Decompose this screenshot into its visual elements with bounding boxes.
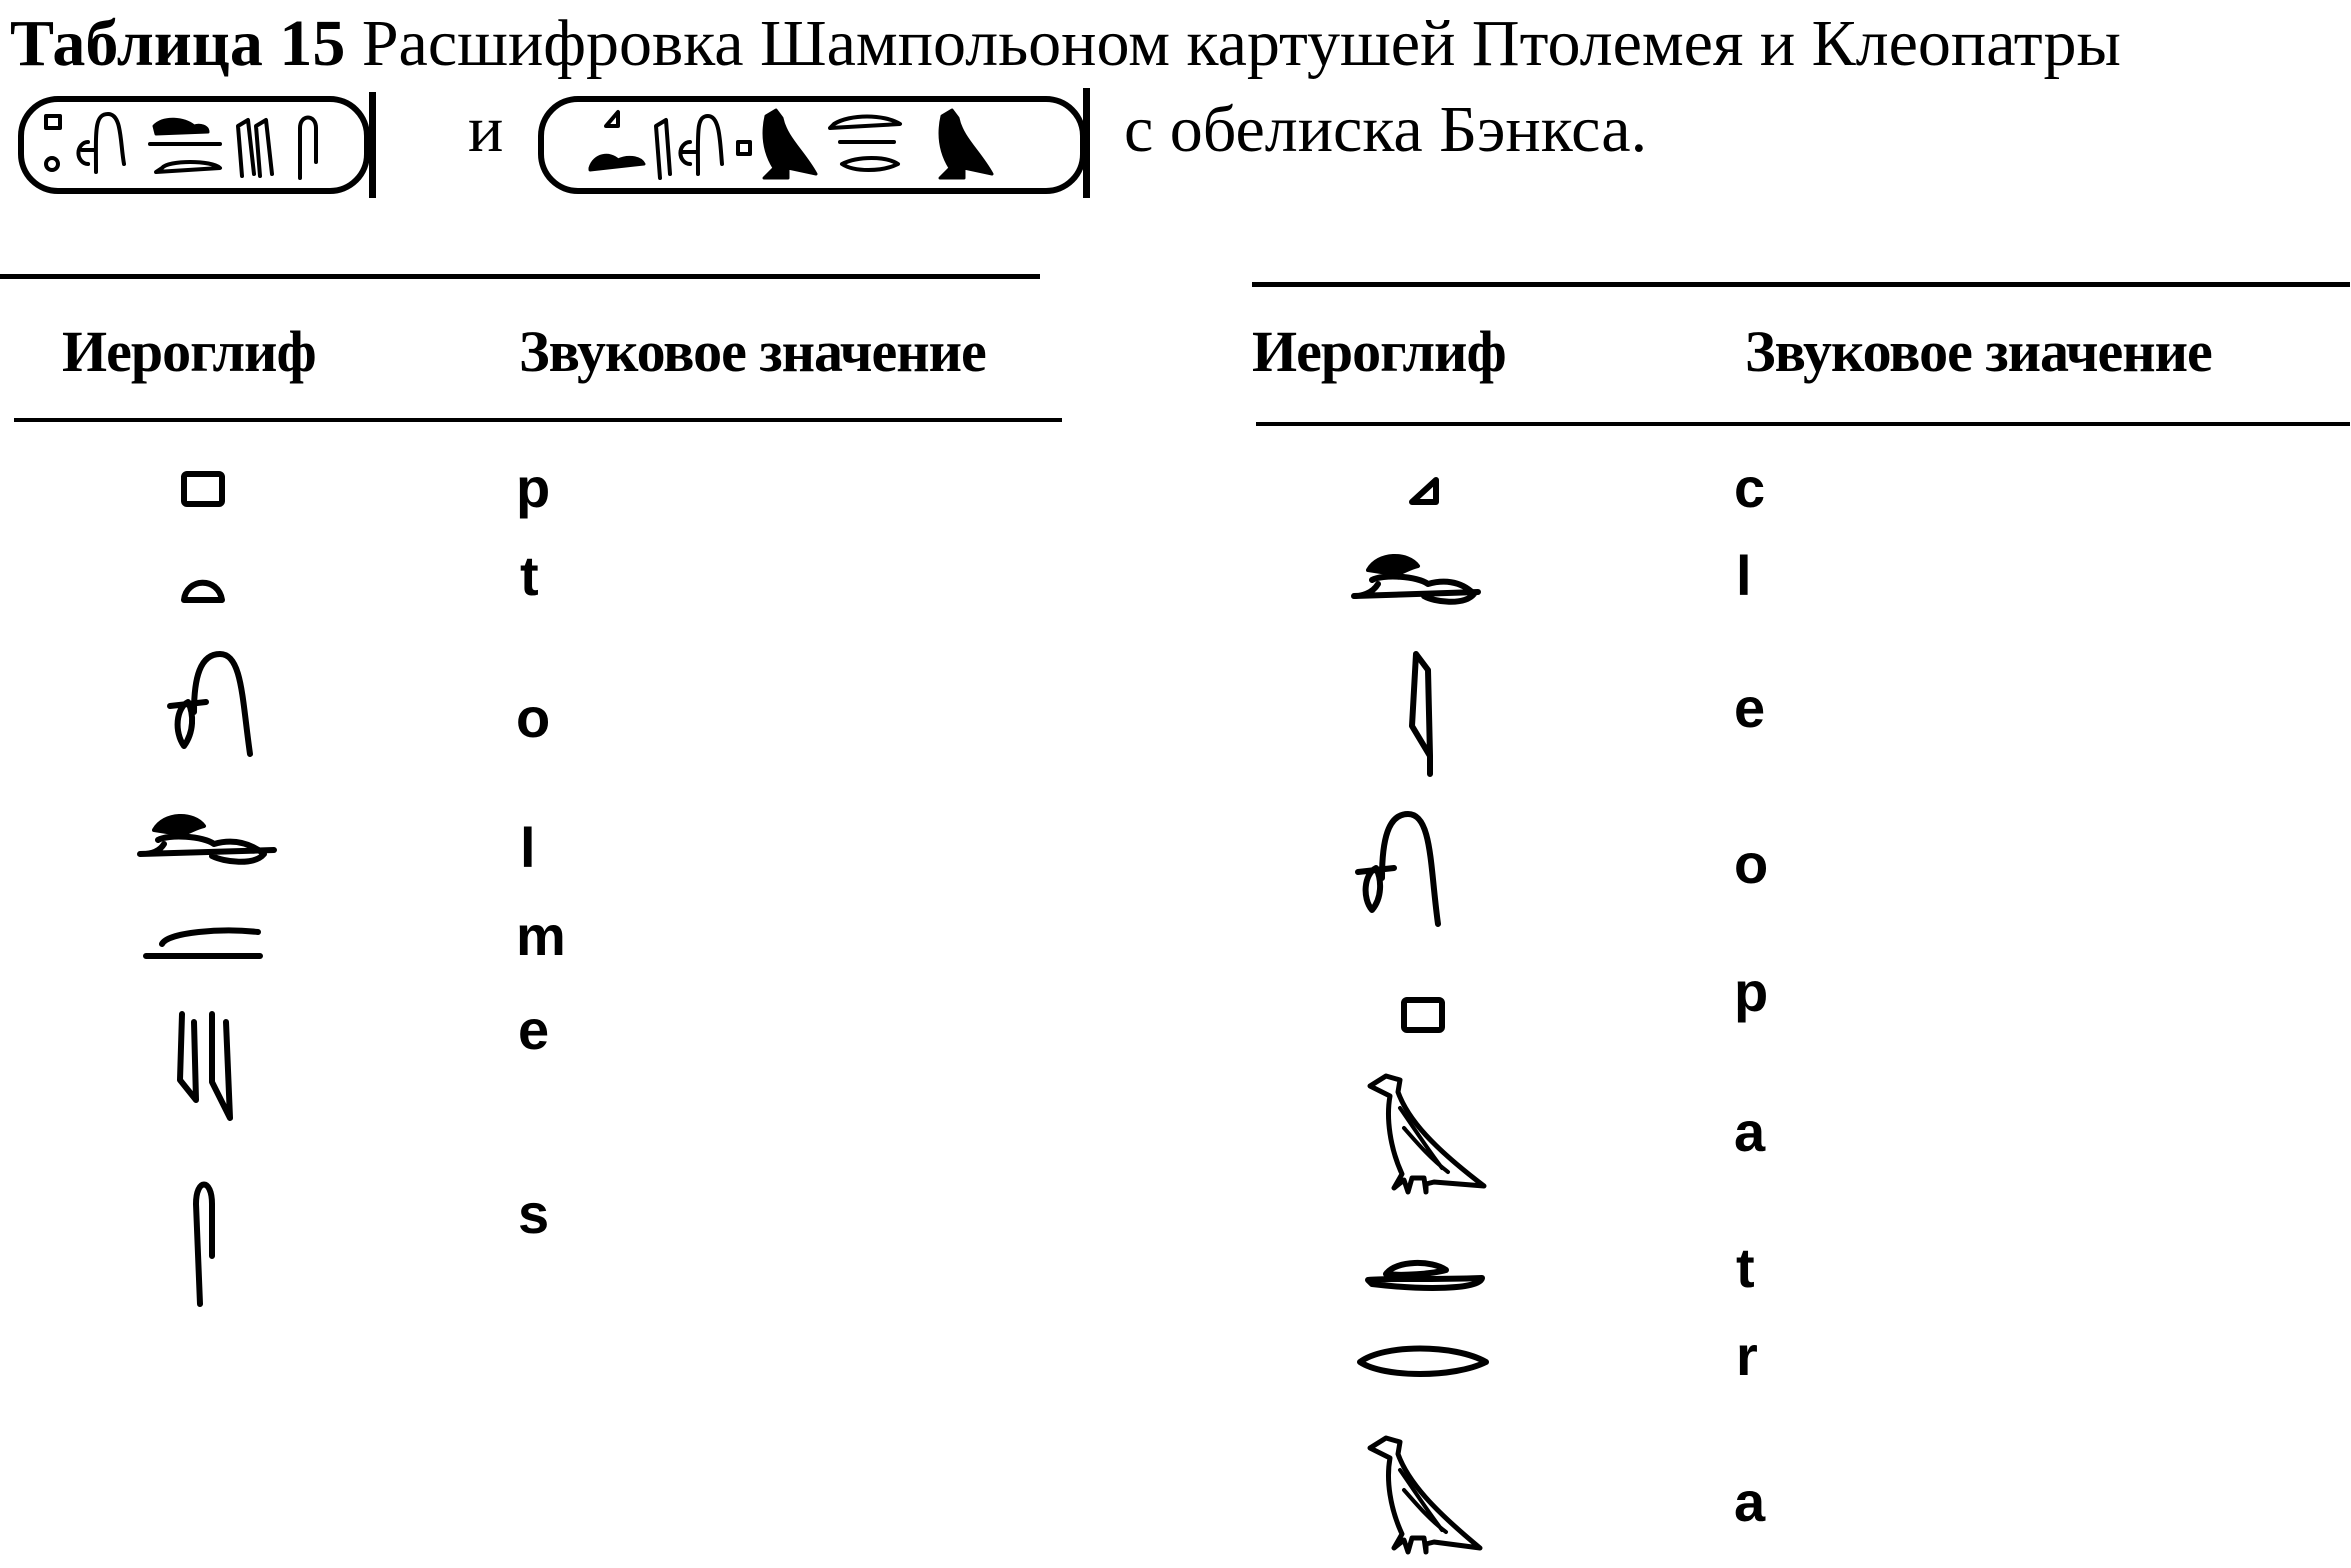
cleopatra-cartouche-bar <box>1083 88 1090 198</box>
square-icon <box>1396 994 1456 1044</box>
left-row-7-sound: s <box>518 1182 550 1245</box>
ptolemy-cartouche-glyphs-icon <box>24 102 364 188</box>
right-table-header-rule <box>1256 422 2350 426</box>
right-row-9-sound: a <box>1734 1470 1766 1533</box>
vulture-icon <box>1364 1432 1494 1562</box>
left-row-2-sound: t <box>520 544 539 607</box>
lion-icon <box>134 806 284 876</box>
lasso-icon <box>1348 806 1458 936</box>
right-row-8-sound: r <box>1736 1324 1758 1387</box>
right-row-3-sound: e <box>1734 676 1766 739</box>
left-header-glyph: Иероглиф <box>62 319 316 384</box>
right-row-5-sound: p <box>1734 960 1769 1023</box>
left-row-5-sound: m <box>516 904 566 967</box>
left-row-4-sound: l <box>520 816 536 879</box>
ptolemy-cartouche <box>18 96 370 194</box>
caption-suffix: с обелиска Бэнкса. <box>1124 93 1648 166</box>
square-icon <box>176 460 236 520</box>
lying-sign-icon <box>142 920 262 970</box>
right-header-sound: Звуковое зиачение <box>1745 319 2212 384</box>
ptolemy-cartouche-bar <box>369 92 376 198</box>
half-loaf-icon <box>178 568 238 608</box>
left-row-1-sound: p <box>516 456 551 519</box>
left-table-header-rule <box>14 418 1062 422</box>
double-reed-icon <box>170 1010 250 1130</box>
table-caption <box>10 4 2121 84</box>
caption-title: Расшифровка Шампольоном картушей Птолемея и Клеопатры <box>361 7 2121 80</box>
right-row-6-sound: a <box>1734 1100 1766 1163</box>
right-row-4-sound: o <box>1734 832 1769 895</box>
triangle-icon <box>1406 472 1446 512</box>
cleopatra-cartouche <box>538 96 1086 194</box>
reed-icon <box>1400 650 1450 780</box>
lion-icon <box>1348 546 1488 616</box>
left-row-6-sound: e <box>518 998 550 1061</box>
lasso-icon <box>160 648 270 768</box>
caption-label: Таблица 15 <box>10 7 346 80</box>
folded-cloth-icon <box>186 1164 226 1304</box>
right-row-2-sound: l <box>1736 544 1752 607</box>
mouth-icon <box>1354 1336 1494 1386</box>
left-row-3-sound: o <box>516 686 551 749</box>
vulture-icon <box>1364 1068 1494 1198</box>
right-header-glyph: Иероглиф <box>1252 319 1506 384</box>
cleopatra-cartouche-glyphs-icon <box>544 102 1080 188</box>
hand-icon <box>1362 1250 1492 1300</box>
caption-conjunction: и <box>468 93 504 166</box>
left-table-top-rule <box>0 274 1040 279</box>
right-table-top-rule <box>1252 282 2350 287</box>
right-row-1-sound: c <box>1734 456 1766 519</box>
right-row-7-sound: t <box>1736 1236 1755 1299</box>
left-header-sound: Звуковое значение <box>519 319 986 384</box>
